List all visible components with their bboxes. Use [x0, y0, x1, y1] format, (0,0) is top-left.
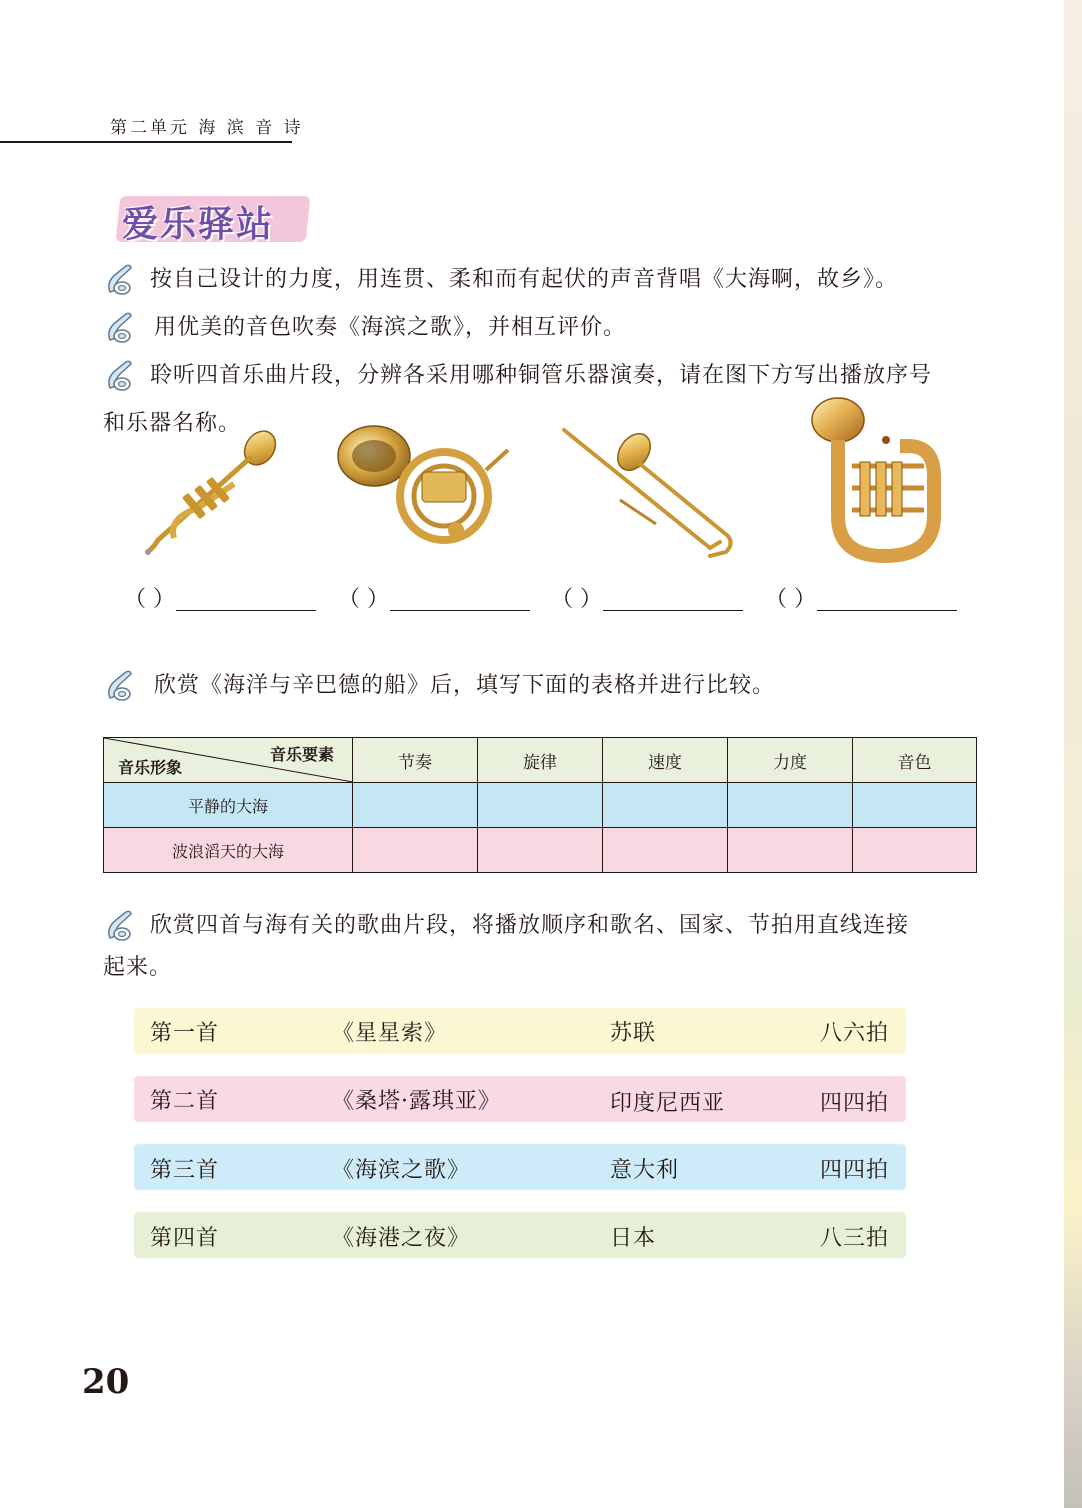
answer-cell[interactable]: [478, 783, 603, 828]
song-title[interactable]: 《海港之夜》: [332, 1226, 471, 1251]
row-label-rough-sea: 波浪滔天的大海: [104, 828, 353, 873]
song-meter[interactable]: 八六拍: [820, 1021, 890, 1046]
song-row-band-4: [134, 1212, 906, 1258]
answer-cell[interactable]: [853, 783, 977, 828]
answer-cell[interactable]: [728, 783, 853, 828]
answer-cell[interactable]: [478, 828, 603, 873]
song-order[interactable]: 第一首: [150, 1021, 220, 1046]
answer-paren-2[interactable]: （ ）: [338, 587, 389, 612]
horn-bullet-icon: [104, 358, 136, 394]
song-country[interactable]: 日本: [610, 1226, 657, 1251]
song-country[interactable]: 意大利: [610, 1158, 680, 1183]
answer-paren-4[interactable]: （ ）: [765, 587, 816, 612]
header-rule: [0, 141, 292, 143]
song-row-band-3: [134, 1144, 906, 1190]
french-horn-icon: [336, 420, 516, 550]
answer-cell[interactable]: [353, 783, 478, 828]
item-3-text-line1: 聆听四首乐曲片段，分辨各采用哪种铜管乐器演奏，请在图下方写出播放序号: [150, 363, 933, 388]
answer-cell[interactable]: [353, 828, 478, 873]
item-3-text-line2: 和乐器名称。: [103, 411, 242, 436]
song-row-band-1: [134, 1008, 906, 1054]
section-title: 爱乐驿站: [122, 204, 275, 245]
answer-cell[interactable]: [728, 828, 853, 873]
horn-bullet-icon: [104, 908, 136, 944]
song-order[interactable]: 第四首: [150, 1226, 220, 1251]
song-title[interactable]: 《星星索》: [332, 1021, 448, 1046]
table-corner-cell: [104, 738, 353, 783]
song-meter[interactable]: 四四拍: [820, 1091, 890, 1116]
answer-paren-3[interactable]: （ ）: [551, 587, 602, 612]
song-row-band-2: [134, 1076, 906, 1122]
column-header: 节奏: [353, 738, 478, 783]
song-country[interactable]: 印度尼西亚: [610, 1091, 726, 1116]
comparison-table: [103, 737, 977, 873]
table-row: [104, 828, 977, 873]
trombone-icon: [560, 424, 736, 570]
trumpet-icon: [138, 428, 282, 556]
table-header-row: [104, 738, 977, 783]
column-header: 音色: [853, 738, 977, 783]
song-meter[interactable]: 四四拍: [820, 1158, 890, 1183]
corner-bottom-label: 音乐形象: [118, 758, 183, 777]
horn-bullet-icon: [104, 310, 136, 346]
item-4-text: 欣赏《海洋与辛巴德的船》后，填写下面的表格并进行比较。: [154, 673, 776, 698]
song-country[interactable]: 苏联: [610, 1021, 657, 1046]
answer-blank-4[interactable]: [817, 610, 957, 611]
answer-cell[interactable]: [603, 828, 728, 873]
page-edge-decoration: [1064, 0, 1082, 1508]
item-1-text: 按自己设计的力度，用连贯、柔和而有起伏的声音背唱《大海啊，故乡》。: [150, 267, 899, 292]
answer-cell[interactable]: [603, 783, 728, 828]
answer-cell[interactable]: [853, 828, 977, 873]
tuba-icon: [804, 396, 950, 564]
unit-header: 第二单元 海 滨 音 诗: [110, 118, 304, 138]
answer-blank-2[interactable]: [390, 610, 530, 611]
song-title[interactable]: 《桑塔·露琪亚》: [332, 1089, 501, 1114]
column-header: 旋律: [478, 738, 603, 783]
song-order[interactable]: 第三首: [150, 1158, 220, 1183]
answer-blank-3[interactable]: [603, 610, 743, 611]
item-5-text-line1: 欣赏四首与海有关的歌曲片段，将播放顺序和歌名、国家、节拍用直线连接: [150, 913, 910, 938]
answer-blank-1[interactable]: [176, 610, 316, 611]
table-row: [104, 783, 977, 828]
item-5-text-line2: 起来。: [103, 955, 173, 980]
row-label-calm-sea: 平静的大海: [104, 783, 353, 828]
answer-paren-1[interactable]: （ ）: [124, 587, 175, 612]
horn-bullet-icon: [104, 262, 136, 298]
item-2-text: 用优美的音色吹奏《海滨之歌》，并相互评价。: [154, 315, 627, 340]
song-order[interactable]: 第二首: [150, 1089, 220, 1114]
corner-top-label: 音乐要素: [269, 745, 334, 764]
song-meter[interactable]: 八三拍: [820, 1226, 890, 1251]
column-header: 速度: [603, 738, 728, 783]
horn-bullet-icon: [104, 668, 136, 704]
page-number: 20: [82, 1362, 130, 1402]
song-title[interactable]: 《海滨之歌》: [332, 1158, 471, 1183]
column-header: 力度: [728, 738, 853, 783]
